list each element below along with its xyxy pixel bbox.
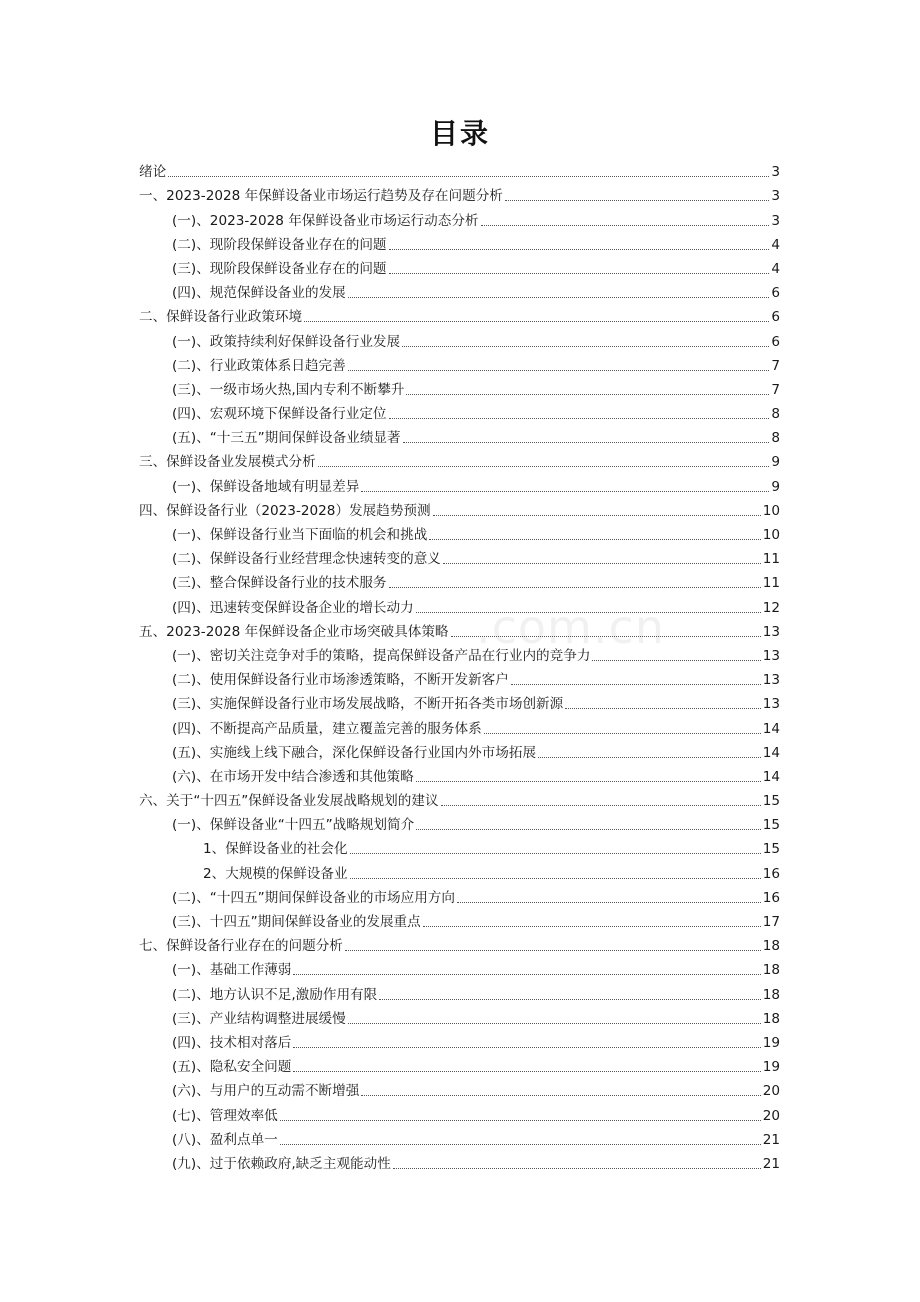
page-title: 目录 xyxy=(429,117,490,150)
toc-entry-label: 四、保鲜设备行业（2023-2028）发展趋势预测 xyxy=(139,502,431,519)
toc-entry-label: (一)、政策持续利好保鲜设备行业发展 xyxy=(172,333,401,350)
toc-entry[interactable] xyxy=(139,447,780,471)
toc-entry-label: (三)、实施保鲜设备行业市场发展战略，不断开拓各类市场创新源 xyxy=(172,696,564,713)
toc-entry[interactable] xyxy=(139,1076,780,1100)
toc-dot-leader xyxy=(402,345,769,347)
toc-dot-leader xyxy=(304,320,769,322)
toc-dot-leader xyxy=(416,828,760,830)
toc-dot-leader xyxy=(280,1143,761,1145)
toc-entry-page-number: 4 xyxy=(771,260,780,277)
toc-entry-page-number: 7 xyxy=(771,381,780,398)
toc-entry-page-number: 20 xyxy=(762,1083,780,1100)
toc-entry-page-number: 13 xyxy=(762,647,780,664)
toc-dot-leader xyxy=(389,272,770,274)
toc-dot-leader xyxy=(389,586,761,588)
toc-entry-label: (二)、保鲜设备行业经营理念快速转变的意义 xyxy=(172,551,441,568)
toc-entry-page-number: 18 xyxy=(762,1010,780,1027)
toc-entry-page-number: 15 xyxy=(762,793,780,810)
toc-entry[interactable] xyxy=(139,931,780,955)
toc-entry-label: (三)、十四五”期间保鲜设备业的发展重点 xyxy=(172,914,421,930)
toc-dot-leader xyxy=(457,901,761,903)
toc-entry-label: 六、关于“十四五”保鲜设备业发展战略规划的建议 xyxy=(139,793,439,810)
toc-entry[interactable] xyxy=(139,786,780,810)
toc-entry[interactable] xyxy=(139,713,780,737)
toc-dot-leader xyxy=(451,635,761,637)
toc-entry[interactable] xyxy=(139,520,780,544)
toc-entry-label: 七、保鲜设备行业存在的问题分析 xyxy=(139,938,343,955)
toc-entry[interactable] xyxy=(139,1052,780,1076)
toc-entry[interactable] xyxy=(139,858,780,882)
toc-dot-leader xyxy=(318,465,770,467)
toc-entry-label: (三)、一级市场火热,国内专利不断攀升 xyxy=(172,381,405,398)
toc-entry-label: (二)、地方认识不足,激励作用有限 xyxy=(172,986,378,1003)
toc-dot-leader xyxy=(433,514,761,516)
toc-entry-page-number: 17 xyxy=(762,914,780,930)
toc-entry-label: (一)、基础工作薄弱 xyxy=(172,962,292,979)
toc-dot-leader xyxy=(293,973,760,975)
toc-entry-page-number: 10 xyxy=(762,502,780,519)
toc-entry-label: 1、保鲜设备业的社会化 xyxy=(203,841,348,858)
toc-entry-label: (三)、整合保鲜设备行业的技术服务 xyxy=(172,575,387,592)
toc-dot-leader xyxy=(361,490,769,492)
toc-entry-label: 绪论 xyxy=(139,164,167,181)
toc-entry[interactable] xyxy=(139,617,780,641)
toc-entry[interactable] xyxy=(139,302,780,326)
toc-entry-page-number: 16 xyxy=(762,865,780,882)
toc-entry-label: 2、大规模的保鲜设备业 xyxy=(203,865,348,882)
toc-entry-page-number: 7 xyxy=(771,357,780,374)
toc-entry[interactable] xyxy=(139,955,780,979)
toc-dot-leader xyxy=(361,1094,760,1096)
toc-entry-label: (一)、保鲜设备地域有明显差异 xyxy=(172,478,360,495)
toc-entry-page-number: 16 xyxy=(762,889,780,906)
toc-dot-leader xyxy=(348,296,770,298)
toc-entry[interactable] xyxy=(139,544,780,568)
toc-entry-label: (五)、隐私安全问题 xyxy=(172,1059,292,1076)
watermark: .com.cn xyxy=(476,600,665,654)
toc-entry-label: (二)、现阶段保鲜设备业存在的问题 xyxy=(172,236,387,253)
toc-entry-page-number: 14 xyxy=(762,744,780,761)
toc-entry-page-number: 20 xyxy=(762,1107,780,1124)
toc-dot-leader xyxy=(389,248,770,250)
toc-dot-leader xyxy=(423,925,761,927)
toc-entry-label: (四)、宏观环境下保鲜设备行业定位 xyxy=(172,406,387,423)
toc-dot-leader xyxy=(481,224,770,226)
toc-entry[interactable] xyxy=(139,762,780,786)
toc-entry-page-number: 13 xyxy=(762,623,780,640)
toc-entry-page-number: 3 xyxy=(771,212,780,229)
toc-dot-leader xyxy=(416,780,761,782)
toc-entry[interactable] xyxy=(139,1028,780,1052)
toc-entry[interactable] xyxy=(139,278,780,302)
toc-dot-leader xyxy=(379,998,760,1000)
toc-entry-label: (六)、在市场开发中结合渗透和其他策略 xyxy=(172,768,414,785)
toc-entry-label: (二)、使用保鲜设备行业市场渗透策略，不断开发新客户 xyxy=(172,672,509,689)
toc-entry-label: (七)、管理效率低 xyxy=(172,1107,278,1124)
toc-entry-page-number: 8 xyxy=(771,406,780,423)
toc-dot-leader xyxy=(350,877,761,879)
toc-entry[interactable] xyxy=(139,907,780,931)
toc-entry[interactable] xyxy=(139,375,780,399)
toc-entry-page-number: 3 xyxy=(771,164,780,181)
toc-entry[interactable] xyxy=(139,181,780,205)
toc-entry-label: (一)、保鲜设备行业当下面临的机会和挑战 xyxy=(172,527,428,543)
toc-entry[interactable] xyxy=(139,230,780,254)
toc-entry[interactable] xyxy=(139,326,780,350)
toc-entry[interactable] xyxy=(139,665,780,689)
toc-dot-leader xyxy=(348,1022,761,1024)
toc-entry[interactable] xyxy=(139,689,780,713)
toc-entry[interactable] xyxy=(139,205,780,229)
toc-entry-page-number: 11 xyxy=(762,575,780,592)
toc-entry[interactable] xyxy=(139,1004,780,1028)
toc-dot-leader xyxy=(389,417,770,419)
toc-entry[interactable] xyxy=(139,1149,780,1173)
toc-entry-page-number: 9 xyxy=(771,478,780,495)
toc-entry[interactable] xyxy=(139,1100,780,1124)
toc-entry-page-number: 12 xyxy=(762,599,780,616)
toc-entry-page-number: 21 xyxy=(762,1155,780,1172)
toc-dot-leader xyxy=(441,804,761,806)
toc-entry[interactable] xyxy=(139,471,780,495)
toc-entry-page-number: 11 xyxy=(762,551,780,568)
toc-entry[interactable] xyxy=(139,883,780,907)
toc-entry-page-number: 8 xyxy=(771,430,780,447)
toc-entry-page-number: 19 xyxy=(762,1034,780,1051)
toc-entry[interactable] xyxy=(139,351,780,375)
toc-entry-label: (四)、不断提高产品质量，建立覆盖完善的服务体系 xyxy=(172,720,482,737)
toc-entry-page-number: 14 xyxy=(762,768,780,785)
toc-entry-label: 五、2023-2028 年保鲜设备企业市场突破具体策略 xyxy=(139,623,449,640)
toc-entry-label: (八)、盈利点单一 xyxy=(172,1131,278,1148)
toc-dot-leader xyxy=(484,732,761,734)
toc-entry-label: (九)、过于依赖政府,缺乏主观能动性 xyxy=(172,1155,391,1172)
toc-entry-page-number: 18 xyxy=(762,938,780,955)
toc-dot-leader xyxy=(393,1167,761,1169)
toc-entry-page-number: 13 xyxy=(762,696,780,713)
toc-entry-page-number: 19 xyxy=(762,1059,780,1076)
toc-dot-leader xyxy=(293,1070,760,1072)
toc-dot-leader xyxy=(443,562,761,564)
toc-entry[interactable] xyxy=(139,592,780,616)
toc-entry-page-number: 15 xyxy=(762,841,780,858)
toc-dot-leader xyxy=(511,683,761,685)
toc-entry-label: (一)、2023-2028 年保鲜设备业市场运行动态分析 xyxy=(172,212,479,229)
toc-entry-page-number: 3 xyxy=(771,188,780,205)
toc-dot-leader xyxy=(416,611,761,613)
toc-entry-label: 三、保鲜设备业发展模式分析 xyxy=(139,454,316,471)
toc-entry[interactable] xyxy=(139,157,780,181)
toc-entry-page-number: 4 xyxy=(771,236,780,253)
toc-entry-label: (六)、与用户的互动需不断增强 xyxy=(172,1083,360,1100)
toc-entry-label: (二)、行业政策体系日趋完善 xyxy=(172,357,346,374)
toc-entry-label: (一)、保鲜设备业“十四五”战略规划简介 xyxy=(172,817,415,834)
toc-entry-label: (五)、实施线上线下融合，深化保鲜设备行业国内外市场拓展 xyxy=(172,744,537,761)
toc-entry[interactable] xyxy=(139,399,780,423)
toc-dot-leader xyxy=(168,175,769,177)
toc-entry-page-number: 15 xyxy=(762,817,780,834)
toc-entry-label: 二、保鲜设备行业政策环境 xyxy=(139,309,303,326)
toc-entry-page-number: 9 xyxy=(771,454,780,471)
toc-entry[interactable] xyxy=(139,568,780,592)
toc-entry-page-number: 13 xyxy=(762,672,780,689)
toc-entry[interactable] xyxy=(139,254,780,278)
toc-entry-label: (四)、迅速转变保鲜设备企业的增长动力 xyxy=(172,599,414,616)
toc-entry-page-number: 18 xyxy=(762,962,780,979)
toc-entry[interactable] xyxy=(139,979,780,1003)
toc-entry-label: (三)、产业结构调整进展缓慢 xyxy=(172,1010,346,1027)
toc-entry-label: (三)、现阶段保鲜设备业存在的问题 xyxy=(172,260,387,277)
toc-entry[interactable] xyxy=(139,738,780,762)
toc-entry[interactable] xyxy=(139,810,780,834)
toc-dot-leader xyxy=(348,369,770,371)
toc-dot-leader xyxy=(565,707,760,709)
toc-entry-page-number: 21 xyxy=(762,1131,780,1148)
toc-dot-leader xyxy=(280,1119,761,1121)
toc-dot-leader xyxy=(592,659,760,661)
toc-entry-page-number: 18 xyxy=(762,986,780,1003)
table-of-contents xyxy=(139,157,780,1173)
toc-dot-leader xyxy=(429,538,760,540)
toc-entry[interactable] xyxy=(139,423,780,447)
toc-entry-label: 一、2023-2028 年保鲜设备业市场运行趋势及存在问题分析 xyxy=(139,188,503,205)
toc-entry[interactable] xyxy=(139,834,780,858)
toc-entry-label: (四)、技术相对落后 xyxy=(172,1034,292,1051)
toc-entry[interactable] xyxy=(139,641,780,665)
toc-entry-page-number: 14 xyxy=(762,720,780,737)
toc-entry-page-number: 10 xyxy=(762,527,780,543)
toc-dot-leader xyxy=(403,441,770,443)
toc-entry-label: (一)、密切关注竞争对手的策略，提高保鲜设备产品在行业内的竞争力 xyxy=(172,647,591,664)
toc-dot-leader xyxy=(293,1046,760,1048)
toc-dot-leader xyxy=(350,852,761,854)
toc-dot-leader xyxy=(505,199,769,201)
toc-entry-label: (四)、规范保鲜设备业的发展 xyxy=(172,285,346,302)
toc-entry[interactable] xyxy=(139,1125,780,1149)
toc-entry[interactable] xyxy=(139,496,780,520)
toc-entry-label: (五)、“十三五”期间保鲜设备业绩显著 xyxy=(172,430,401,447)
toc-dot-leader xyxy=(406,393,769,395)
toc-entry-page-number: 6 xyxy=(771,333,780,350)
toc-dot-leader xyxy=(538,756,761,758)
toc-entry-page-number: 6 xyxy=(771,285,780,302)
toc-dot-leader xyxy=(345,949,761,951)
toc-entry-label: (二)、“十四五”期间保鲜设备业的市场应用方向 xyxy=(172,889,455,906)
toc-entry-page-number: 6 xyxy=(771,309,780,326)
